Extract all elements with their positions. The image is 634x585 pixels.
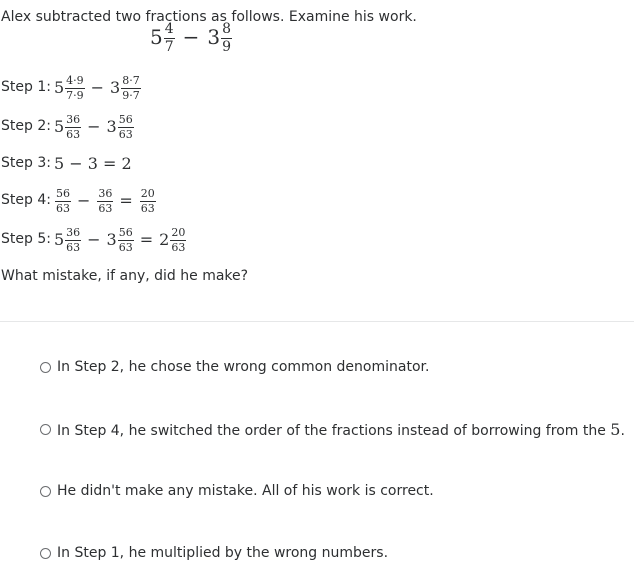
answer-option-3[interactable] xyxy=(40,480,434,502)
step-5-whole-1: 5 xyxy=(53,229,65,249)
step-4-fraction-1 xyxy=(55,188,71,215)
answer-option-2-label xyxy=(57,420,625,439)
problem-intro: Alex subtracted two fractions as follows. Examine his work. xyxy=(1,9,417,25)
expr-fraction-1 xyxy=(164,22,175,55)
step-3-label: Step 3: xyxy=(1,155,51,171)
step-5-minus: − xyxy=(87,229,101,249)
answer-option-2-number: 5 xyxy=(610,419,621,439)
step-2-numerator-2: 56 xyxy=(118,112,133,126)
radio-button[interactable] xyxy=(40,424,51,435)
step-1-fraction-1 xyxy=(65,75,85,102)
step-3-equation: 5 − 3 = 2 xyxy=(53,153,132,173)
step-5-numerator-2: 56 xyxy=(118,225,133,239)
expr-whole-1: 5 xyxy=(150,25,163,49)
step-5-equals: = xyxy=(139,229,154,249)
step-4-denominator-1: 63 xyxy=(55,201,70,215)
step-4-denominator-2: 63 xyxy=(98,201,113,215)
step-2-label: Step 2: xyxy=(1,118,51,134)
step-4-denominator-3: 63 xyxy=(140,201,155,215)
radio-button[interactable] xyxy=(40,486,51,497)
step-2-fraction-2 xyxy=(118,114,134,141)
step-5 xyxy=(1,221,186,257)
answer-option-1[interactable] xyxy=(40,356,429,378)
expr-minus: − xyxy=(182,25,200,49)
step-4-minus: − xyxy=(76,190,91,210)
step-5-denominator-1: 63 xyxy=(66,240,81,254)
section-divider xyxy=(0,321,634,322)
step-2-denominator-1: 63 xyxy=(66,127,81,141)
expr-frac1-denominator: 7 xyxy=(164,38,174,55)
step-3 xyxy=(1,145,132,181)
step-5-fraction-1 xyxy=(65,227,81,254)
expr-fraction-2 xyxy=(221,22,232,55)
step-1-numerator-1: 4·9 xyxy=(66,73,84,87)
expr-frac2-numerator: 8 xyxy=(222,20,232,37)
step-2-numerator-1: 36 xyxy=(66,112,81,126)
step-4-fraction-2 xyxy=(97,188,113,215)
step-4-fraction-3 xyxy=(140,188,156,215)
answer-option-3-label: He didn't make any mistake. All of his work is correct. xyxy=(57,483,434,499)
step-5-label: Step 5: xyxy=(1,231,51,247)
step-2-whole-1: 5 xyxy=(53,116,65,136)
step-1-denominator-1: 7·9 xyxy=(66,88,84,102)
answer-option-4-label: In Step 1, he multiplied by the wrong numbers. xyxy=(57,545,389,561)
step-1 xyxy=(1,69,141,105)
step-2-whole-2: 3 xyxy=(106,116,117,136)
step-5-fraction-3 xyxy=(170,227,186,254)
step-1-numerator-2: 8·7 xyxy=(122,73,140,87)
step-1-fraction-2 xyxy=(121,75,141,102)
step-2 xyxy=(1,108,134,144)
step-4-numerator-3: 20 xyxy=(140,186,155,200)
answer-option-4[interactable] xyxy=(40,542,388,564)
step-2-minus: − xyxy=(87,116,101,136)
step-4-numerator-1: 56 xyxy=(55,186,70,200)
answer-option-2-text: In Step 4, he switched the order of the fractions instead of borrowing from the xyxy=(57,422,611,439)
step-5-fraction-2 xyxy=(118,227,134,254)
step-1-whole-1: 5 xyxy=(53,77,65,97)
step-4-label: Step 4: xyxy=(1,192,51,208)
expr-frac2-denominator: 9 xyxy=(222,38,232,55)
step-4 xyxy=(1,182,156,218)
expr-frac1-numerator: 4 xyxy=(164,20,174,37)
expr-whole-2: 3 xyxy=(207,25,221,49)
step-1-label: Step 1: xyxy=(1,79,51,95)
answer-option-2[interactable] xyxy=(40,418,625,440)
step-5-whole-2: 3 xyxy=(106,229,117,249)
answer-option-1-label: In Step 2, he chose the wrong common denominator. xyxy=(57,359,430,375)
step-5-whole-3: 2 xyxy=(159,229,170,249)
step-5-numerator-3: 20 xyxy=(171,225,186,239)
question-prompt: What mistake, if any, did he make? xyxy=(1,268,249,284)
step-1-minus: − xyxy=(90,77,105,97)
main-expression xyxy=(150,16,232,58)
radio-button[interactable] xyxy=(40,362,51,373)
radio-button[interactable] xyxy=(40,548,51,559)
step-5-numerator-1: 36 xyxy=(66,225,81,239)
step-4-equals: = xyxy=(119,190,133,210)
step-2-denominator-2: 63 xyxy=(118,127,133,141)
step-1-whole-2: 3 xyxy=(110,77,121,97)
answer-option-2-period: . xyxy=(620,422,625,439)
step-5-denominator-2: 63 xyxy=(118,240,133,254)
step-1-denominator-2: 9·7 xyxy=(122,88,140,102)
step-4-numerator-2: 36 xyxy=(98,186,113,200)
step-5-denominator-3: 63 xyxy=(171,240,186,254)
step-2-fraction-1 xyxy=(65,114,81,141)
